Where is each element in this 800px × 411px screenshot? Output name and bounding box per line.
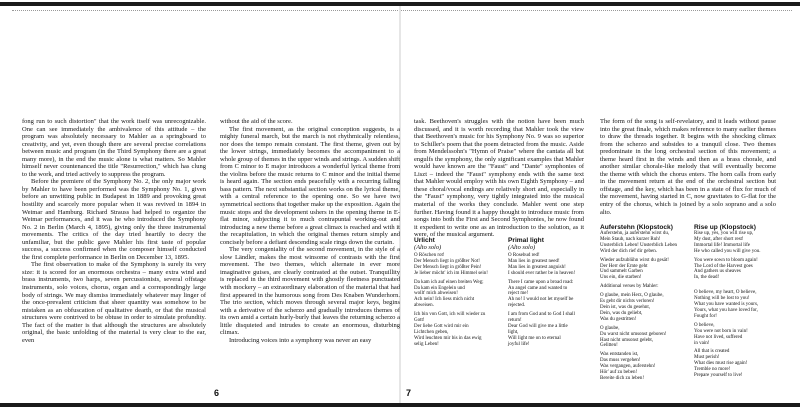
column-1 — [22, 118, 206, 344]
paragraph: without the aid of the score. — [220, 118, 293, 125]
lyric-line: Rise up, yes, you will rise up, — [694, 231, 754, 236]
aufersteh-english — [694, 224, 784, 379]
lyric-line: rejected. — [508, 303, 526, 309]
lyric-line: Fought for! — [694, 313, 717, 319]
lyric-line: return! — [508, 318, 522, 324]
lyric-line: Unsterblich Leben! Unsterblich Leben — [600, 242, 678, 248]
lyric-line: Man lies in greatest anguish! — [508, 264, 566, 270]
lyric-line: O glaube, — [600, 325, 620, 331]
lyric-line: Je lieber möcht' ich im Himmel sein! — [414, 270, 488, 276]
lyric-line: O Rosebud red! — [508, 253, 540, 258]
lyric-line: abweisen. — [414, 303, 434, 309]
paragraph: fong run to such distortion" that the work itself was unrecognizable. One can see immediately the ambivalence of this attitude – the program was absolutely necessary to Mahler as a springboard to creativity, and yet, even though there are several precise correlations between music and program (in the Third Symphony there are a great many more), in the end the music alone is what matters. So Mahler himself never countenanced the title "Resurrection," which has clung to the work, and tried actively to suppress the program. — [22, 118, 206, 178]
song-lines — [508, 253, 594, 348]
song-subtitle: (Alto solo) — [414, 244, 442, 251]
lyric-line: Mein Staub, nach kurzer Ruh! — [600, 236, 661, 242]
lyric-line: Ah no! I would not let myself be — [508, 297, 574, 303]
column-4 — [600, 118, 776, 216]
lyric-line: In, the dead! — [694, 275, 720, 281]
lyric-line: Prepare yourself to live! — [694, 373, 743, 379]
paragraph: The very congeniality of the second movement, in the style of a slow Ländler, makes the most winsome of contrasts with the first movement. The two themes, which alternate in ever more imaginative guises, are clearly contrasted at the outset. Tranquillity is replaced in the third movement with ghostly fleetness punctuated with mockery – an extraordinary elaboration of the material that had first appeared in the humorous song from Des Knaben Wunderhorn. The trio section, which moves through several major keys, begins with a derivative of the scherzo and gradually introduces themes of its own amid a certain hurly-burly that leaves the returning scherzo a little disquieted and intrudes to create an enormous, disturbing climax. — [220, 246, 400, 337]
lyric-line: Must perish! — [694, 355, 720, 361]
paragraph: The first observation to make of the Symphony is surely its very size: it is scored for an enormous orchestra – many extra wind and brass instruments, two harps, seven percussionists, several offstage instruments, solo voices, chorus, organ and a correspondingly large body of strings. We may dismiss immediately whatever may linger of the once-prevalent criticism that sheer quantity was somehow to be mistaken as an obfuscation of qualitative dearth, or that the musical structures were contrived to be obtuse in order to simulate profundity. The fact of the matter is that although the structures are absolutely original, the basic unfolding of the material is very clear to the ear, even — [22, 261, 206, 344]
paragraph: The first movement, as the original conception suggests, is a mighty funeral march, but the march is not rhythmically relentless, nor does the tempo remain constant. The first theme, given out by the lower strings, immediately becomes the accompaniment to a whole group of themes in the upper winds and strings. A sudden shift from C minor to E major introduces a wonderful lyrical theme from the violins before the music returns to C minor and the initial theme is heard again. The section ends peacefully with a recurring falling bass pattern. The next substantial section works on the lyrical theme, with a central reference to the opening one. So we have two symmetrical sections that together make up the exposition. Again the music stops and the development ushers in the opening theme in E-flat minor, subjecting it to much contrapuntal working-out and introducing a new theme before a great climax is reached and with it the recapitulation, in which the original themes return simply and concisely before a defiant descending scale rings down the curtain. — [220, 125, 400, 246]
column-3 — [414, 118, 584, 239]
column-2 — [220, 118, 400, 344]
lyric-line: Da kam ein Engelein und — [414, 285, 465, 291]
lyric-line: I am from God and to God I shall — [508, 312, 575, 318]
lyric-line: light, — [508, 329, 519, 335]
aufersteh-german — [600, 224, 690, 382]
lyric-line: Dein, was du geliebt, — [600, 310, 643, 316]
song-lines — [600, 231, 690, 382]
lyric-line: Additional verses by Mahler: — [600, 284, 659, 290]
lyric-line: Hast nicht umsonst gelebt, — [600, 337, 654, 343]
lyric-line: The Lord of the Harvest goes — [694, 263, 753, 269]
lyric-line: Will light me on to eternal — [508, 335, 561, 341]
lyric-line: My dust, after short rest! — [694, 236, 744, 242]
lyric-line: O Röschen rot! — [414, 253, 445, 258]
lyric-line: O believe, my heart, O believe, — [694, 290, 757, 296]
lyric-line: Das muss vergehen! — [600, 358, 641, 364]
song-title: Primal light — [508, 237, 544, 244]
lyric-line: joyful life! — [508, 341, 530, 347]
lyric-line: What dies must rise again! — [694, 361, 748, 367]
lyric-line: Nothing will be lost to you! — [694, 296, 750, 302]
page-number-right: 7 — [406, 388, 412, 398]
lyric-line: Was entstanden ist, — [600, 352, 639, 358]
lyric-line: Yours, what you have loved for, — [694, 307, 758, 313]
song-title: Urlicht — [414, 237, 435, 244]
song-subtitle: (Alto solo) — [508, 244, 536, 251]
lyric-line: Und sammelt Garben — [600, 269, 643, 275]
lyric-line: Ich bin von Gott, ich will wieder zu — [414, 312, 486, 318]
lyric-line: Ach nein! Ich liess mich nicht — [414, 297, 475, 303]
lyric-line: Immortal life! Immortal life — [694, 242, 750, 248]
bottom-rule — [0, 403, 800, 407]
lyric-line: Dein ist, was du gesehnt, — [600, 304, 650, 310]
lyric-line: An angel came and wanted to — [508, 285, 568, 291]
lyric-line: I should ever rather be in heaven! — [508, 270, 576, 276]
lyric-line: Da kam ich auf einen breiten Weg; — [414, 279, 484, 285]
lyric-line: reject me! — [508, 291, 529, 297]
lyric-line: Wieder aufzublühn wirst du gesät! — [600, 257, 669, 263]
lyric-line: Gelitten! — [600, 343, 618, 349]
song-lines — [694, 231, 784, 379]
lyric-line: Have not lived, suffered — [694, 334, 743, 340]
lyric-line: Was du gestritten! — [600, 316, 637, 322]
lyric-line: selig Leben! — [414, 341, 439, 347]
paragraph: The form of the song is self-revelatory, and it leads without pause into the great finale, which makes reference to many earlier themes to draw the threads together. It begins with the shocking climax from the scherzo and subsides to a tranquil close. Two themes predominate in the long orchestral section of this movement; a theme heard first in the winds and then as a brass chorale, and another similar chorale-like melody that will eventually become the theme with which the chorus enters. The horn calls from early in the movement return at the end of the orchestral section but offstage, and the key, which has been in a state of flux for much of the movement, having started in C, now gravitates to G-flat for the entry of the chorus, which is joined by a solo soprano and a solo alto. — [600, 118, 776, 216]
lyric-line: Wird leuchten mir bis in das ewig — [414, 335, 482, 341]
lyric-line: Was vergangen, auferstehn! — [600, 364, 656, 370]
lyric-line: Es geht dir nichts verloren! — [600, 299, 655, 305]
lyric-line: Der Mensch liegt in größter Pein! — [414, 264, 482, 270]
lyric-line: wollt' mich abweisen! — [414, 291, 458, 297]
lyric-line: There I came upon a broad road: — [508, 279, 574, 285]
song-lines — [414, 253, 502, 348]
lyric-line: Auferstehn, ja auferstehn wirst du, — [600, 231, 670, 236]
lyric-line: All that is created — [694, 349, 730, 355]
urlicht-german — [414, 237, 502, 348]
lyric-line: You were not born in vain! — [694, 328, 748, 334]
paragraph: Introducing voices into a symphony was never an easy — [229, 336, 372, 344]
lyric-line: Der Herr der Ernte geht — [600, 263, 648, 269]
song-title: Auferstehn (Klopstock) — [600, 224, 673, 231]
lyric-line: Lichtchen geben, — [414, 329, 449, 335]
lyric-line: And gathers us sheaves — [694, 269, 741, 275]
urlicht-english — [508, 237, 594, 348]
song-title: Rise up (Klopstock) — [694, 224, 756, 231]
lyric-line: He who called you will give you. — [694, 248, 761, 254]
lyric-line: O believe, — [694, 322, 715, 328]
page-number-left: 6 — [214, 388, 220, 398]
lyric-line: What you have wanted is yours, — [694, 302, 759, 308]
lyric-line: O glaube, mein Herz, O glaube, — [600, 293, 664, 299]
lyric-line: Uns ein, die starben! — [600, 275, 642, 281]
lyric-line: Tremble no more! — [694, 367, 731, 373]
lyric-line: Der Mensch liegt in größter Not! — [414, 258, 480, 264]
lyric-line: Der liebe Gott wird mir ein — [414, 323, 469, 329]
lyric-line: Dear God will give me a little — [508, 323, 568, 329]
lyric-line: Wird der dich rief dir geben. — [600, 248, 657, 254]
lyric-line: You were sown to bloom again! — [694, 257, 758, 263]
lyric-line: in vain! — [694, 340, 710, 346]
lyric-line: Hör' auf zu beben! — [600, 370, 638, 376]
lyric-line: Gott! — [414, 318, 425, 324]
paragraph: task. Beethoven's struggles with the notion have been much discussed, and it is worth recording that Mahler took the view that Beethoven's music for his Symphony No. 9 was so superior to Schiller's poem that the poem detracted from the music. Aside from Mendelssohn's "Hymn of Praise" where the cantata all but engulfs the symphony, the only significant examples that Mahler would have known are the "Faust" and "Dante" symphonies of Liszt – indeed the "Faust" symphony ends with the same text that Mahler would employ with his own Eighth Symphony – and these choral/vocal endings are relatively short and, especially in the "Faust" symphony, very tightly integrated into the musical material of the works they conclude. Mahler went one step further. Having found it a happy thought to introduce music from songs into both the First and Second Symphonies, he now found it expedient to write one as an introduction to the solution, as it were, of the musical argument. — [414, 118, 584, 239]
lyric-line: Bereite dich zu leben! — [600, 375, 645, 381]
lyric-line: Man lies in greatest need! — [508, 258, 560, 264]
lyric-line: Du warst nicht umsonst geboren! — [600, 331, 667, 337]
paragraph: Before the premiere of the Symphony No. 2, the only major work by Mahler to have been performed was the Symphony No. 1, given before an unwitting public in Budapest in 1889 and provoking great hostility and scarcely more popular when it was revived in 1894 in Weimar and Hamburg. Richard Strauss had helped to organize the Weimar performances, and it was he who introduced the Symphony No. 2 in Berlin (March 4, 1895), giving only the three instrumental movements. The critics of the day tried heartily to decry the unfamiliar, but the public gave Mahler his first taste of popular success, a success confirmed when the composer himself conducted the first complete performance in Berlin on December 13, 1895. — [22, 178, 206, 261]
